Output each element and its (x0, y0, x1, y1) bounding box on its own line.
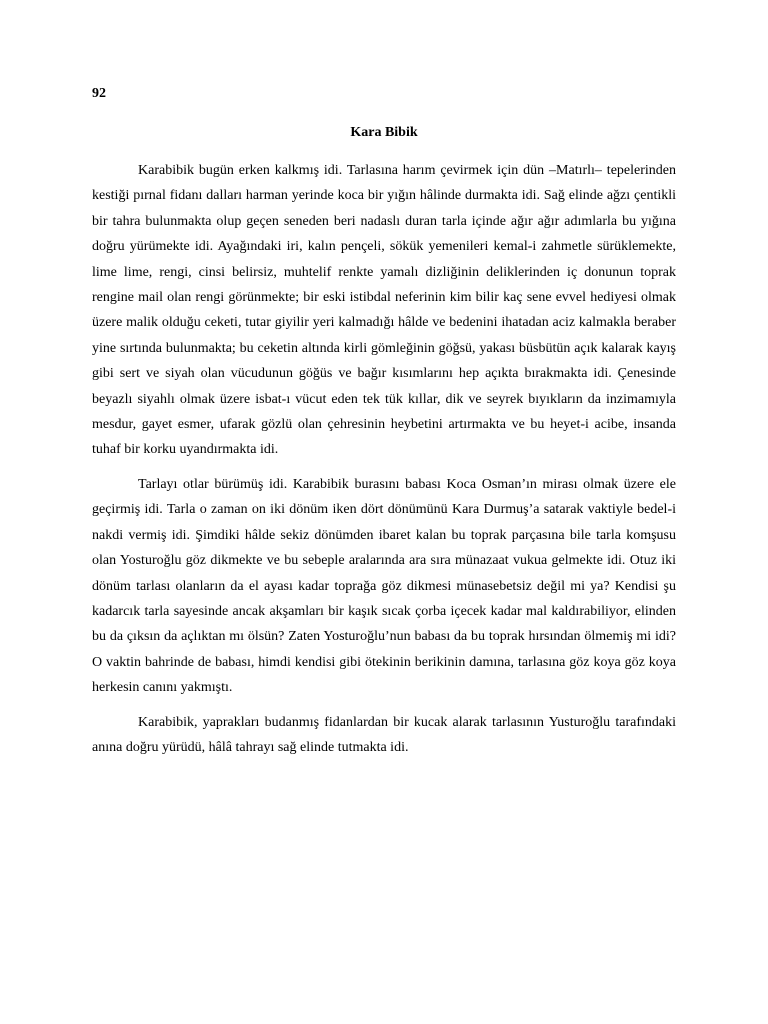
paragraph-3: Karabibik, yaprakları budanmış fidanlardan bir kucak alarak tarlasının Yusturoğlu tarafındaki anına doğru yürüdü, hâlâ tahrayı sağ elinde tutmakta idi. (92, 714, 676, 755)
document-page (92, 84, 676, 769)
document-title: Kara Bibik (350, 125, 418, 140)
paragraph-2: Tarlayı otlar bürümüş idi. Karabibik burasını babası Koca Osman’ın mirası olmak üzere ele geçirmiş idi. Tarla o zaman on iki dönüm iken dört dönümünü Kara Durmuş’a satarak vaktiyle bedel-i nakdi vermiş idi. Şimdiki hâlde sekiz dönümden ibaret kalan bu toprak parçasına bile tarla komşusu olan Yosturoğlu göz dikmekte ve bu sebeple aralarında ara sıra münazaat vukua gelmekte idi. Otuz iki dönüm tarlası olanların da el ayası kadar toprağa göz dikmesi münasebetsiz değil mi ya? Kendisi şu kadarcık tarla sayesinde ancak akşamları bir kaşık sıcak çorba içecek kadar mal kaldırabiliyor, elinden bu da çıksın da açlıktan mı ölsün? Zaten Yosturoğlu’nun babası da bu toprak hırsından ölmemiş mi idi? O vaktin bahrinde de babası, himdi kendisi gibi ötekinin berikinin damına, tarlasına göz koya göz koya herkesin canını yakmıştı. (92, 476, 676, 696)
page-number: 92 (92, 86, 106, 101)
paragraph-1: Karabibik bugün erken kalkmış idi. Tarlasına harım çevirmek için dün –Matırlı– tepelerinden kestiği pırnal fidanı dalları harman yerinde koca bir yığın hâlinde durmakta idi. Sağ elinde ağzı çentikli bir tahra bulunmakta olup geçen seneden beri nadaslı duran tarla içinde ağır ağır adımlarla bu yığına doğru yürümekte idi. Ayağındaki iri, kalın pençeli, sökük yemenileri kemal-i zahmetle sürüklemekte, lime lime, rengi, cinsi belirsiz, muhtelif renkte yamalı dizliğinin deliklerinden iç donunun toprak rengine mail olan rengi görünmekte; bir eski istibdal neferinin kim bilir kaç sene evvel hediyesi olmak üzere malik olduğu ceketi, tutar giyilir yeri kalmadığı hâlde ve bedenini ihatadan aciz kalmakla beraber yine sırtında bulunmakta; bu ceketin altında kirli gömleğinin göğsü, yakası büsbütün açık kalarak kayış gibi sert ve siyah olan vücudunun göğüs ve bağır kısımlarını hep açıkta bırakmakta idi. Çenesinde beyazlı siyahlı olmak üzere isbat-ı vücut eden tek tük kıllar, dik ve seyrek bıyıkların da inzimamıyla mesdur, gayet esmer, ufarak gözlü olan çehresinin heybetini artırmakta ve bu heyet-i acibe, insanda tuhaf bir korku uyandırmakta idi. (92, 163, 676, 458)
